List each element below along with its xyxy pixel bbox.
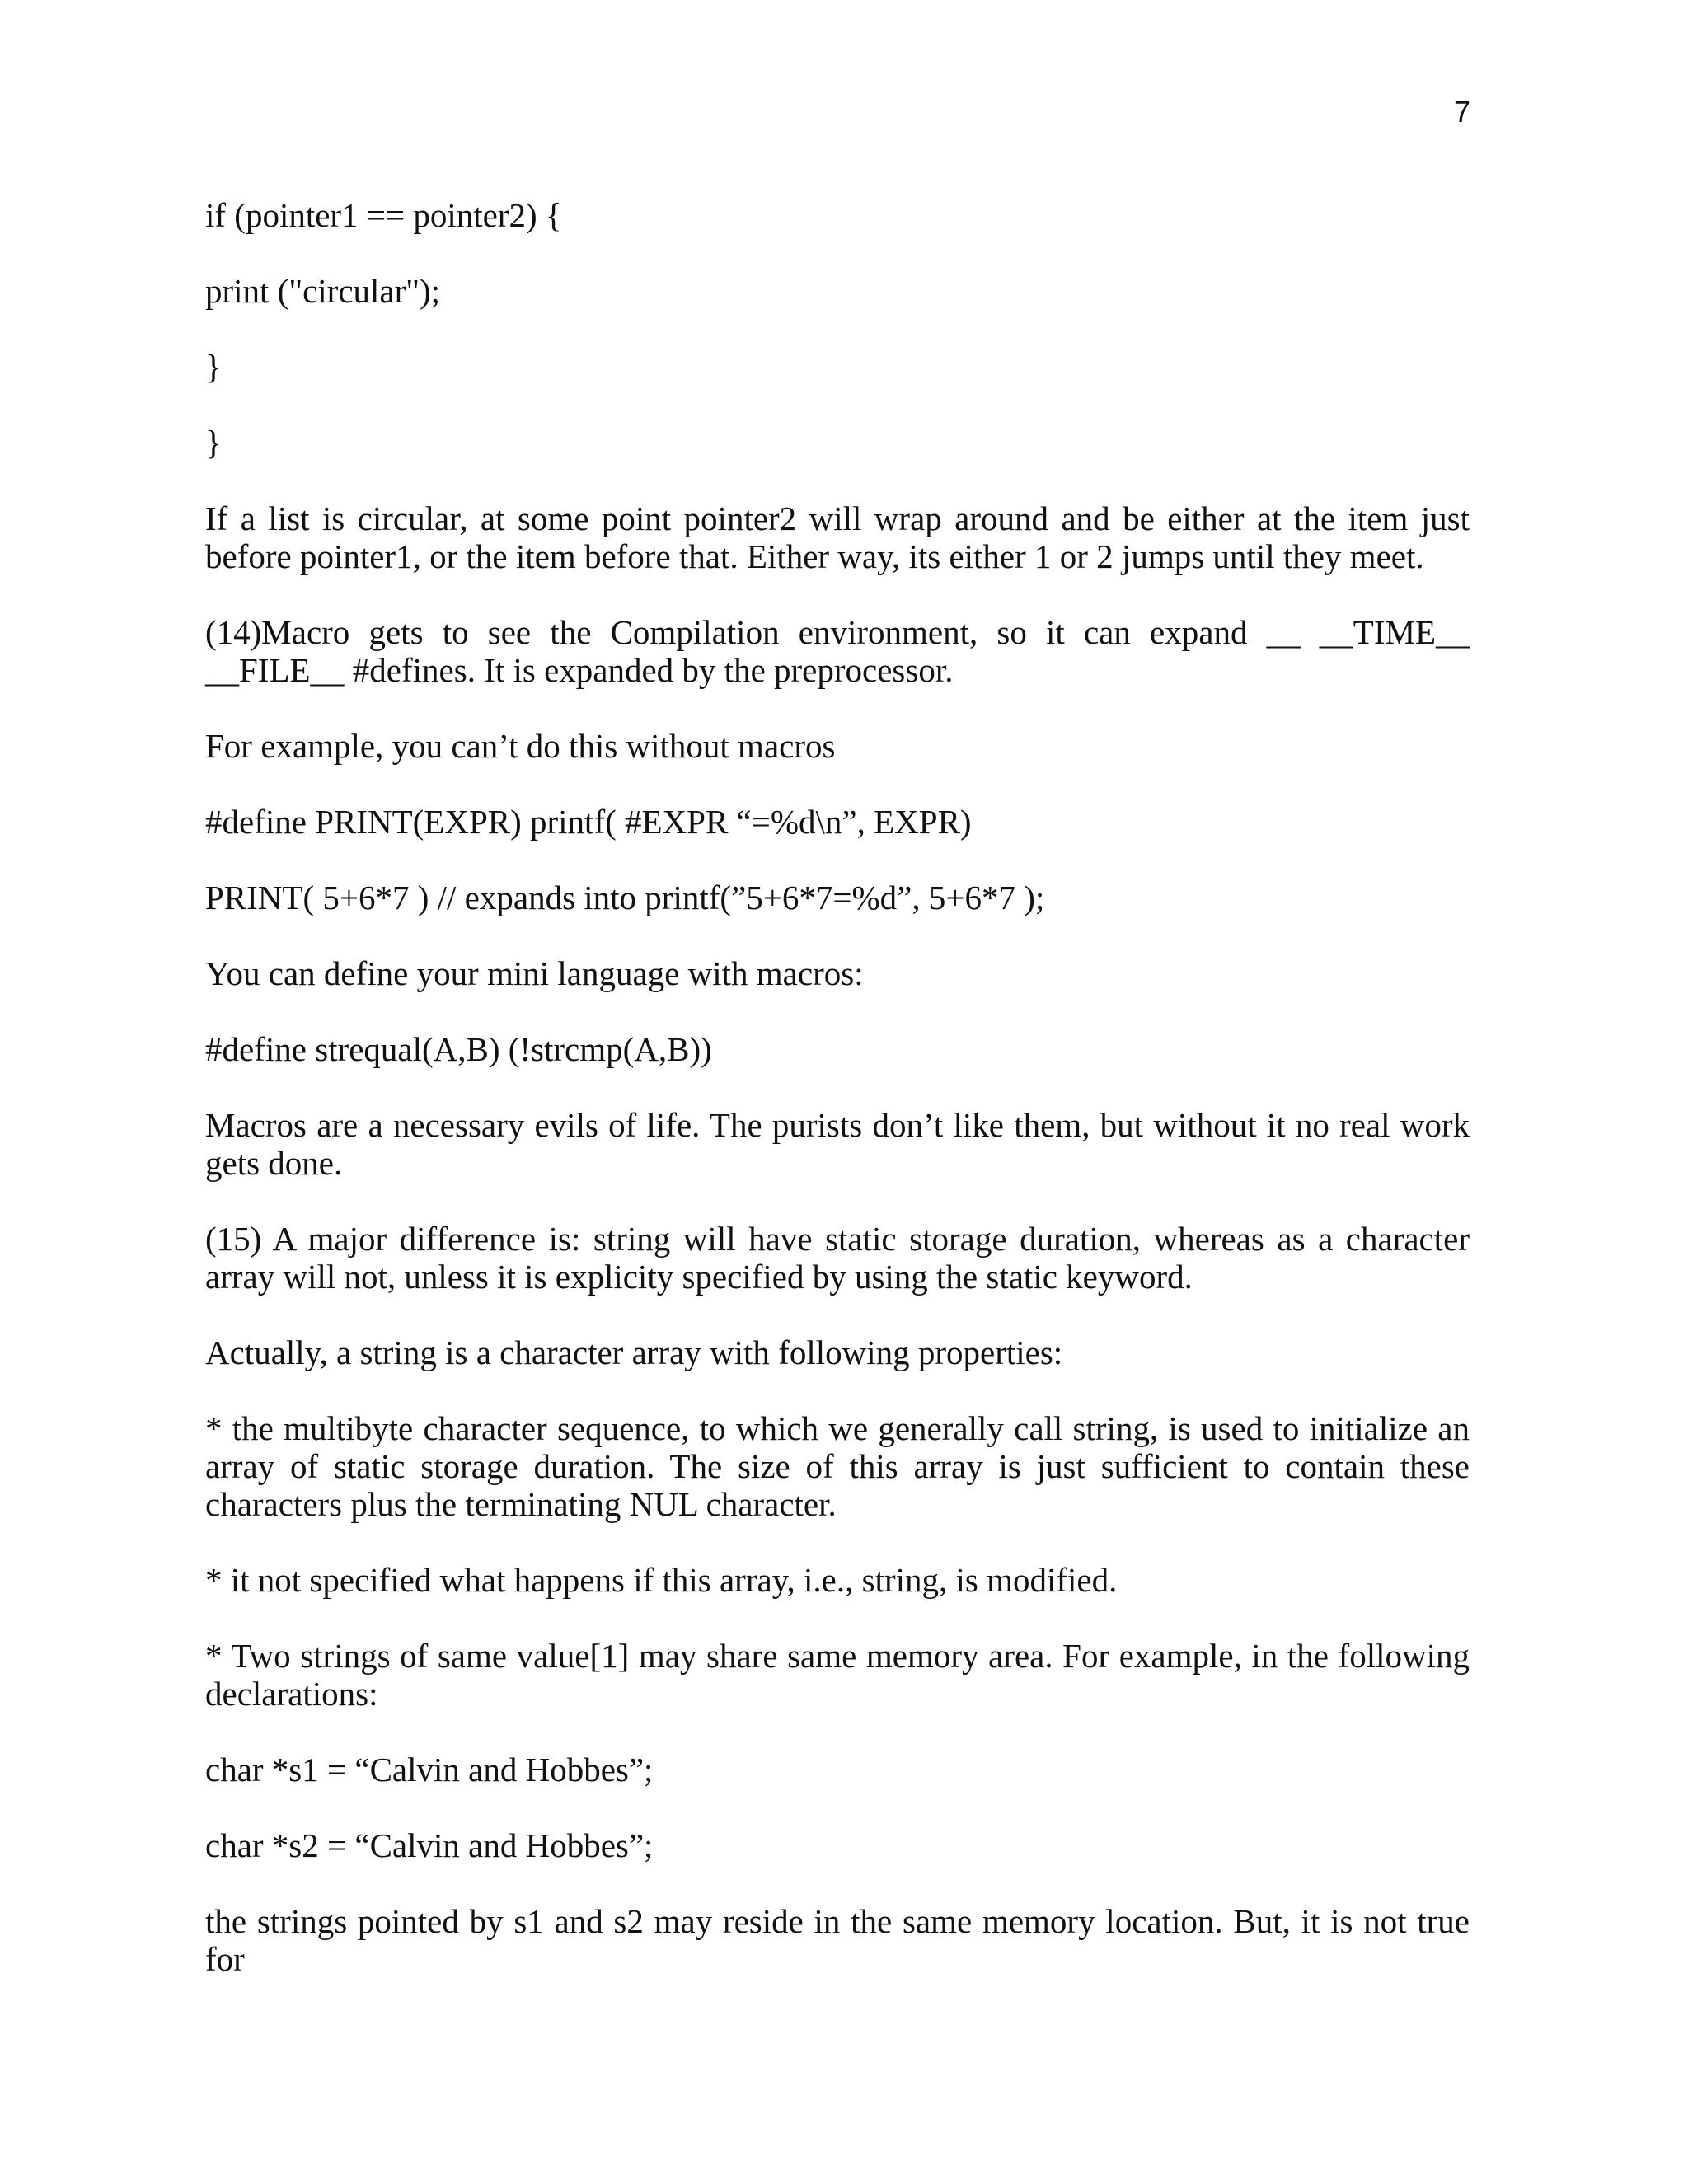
- paragraph-string-properties: Actually, a string is a character array with following properties:: [205, 1333, 1063, 1371]
- code-line: print ("circular");: [205, 272, 441, 310]
- code-s1: char *s1 = “Calvin and Hobbes”;: [205, 1750, 654, 1788]
- code-line: }: [205, 348, 222, 386]
- document-body: [205, 196, 1470, 1978]
- page-number: 7: [1454, 95, 1471, 129]
- paragraph-example-intro: For example, you can’t do this without macros: [205, 727, 836, 765]
- bullet-shared-memory: * Two strings of same value[1] may share same memory area. For example, in the following declarations:: [205, 1637, 1470, 1713]
- code-define-print: #define PRINT(EXPR) printf( #EXPR “=%d\n”, EXPR): [205, 803, 972, 841]
- paragraph-memory-location: the strings pointed by s1 and s2 may reside in the same memory location. But, it is not true for: [205, 1902, 1470, 1978]
- code-define-strequal: #define strequal(A,B) (!strcmp(A,B)): [205, 1030, 712, 1068]
- paragraph-difference-15: (15) A major difference is: string will have static storage duration, whereas as a character array will not, unless it is explicity specified by using the static keyword.: [205, 1220, 1470, 1296]
- bullet-modified: * it not specified what happens if this array, i.e., string, is modified.: [205, 1561, 1118, 1599]
- paragraph-circular-list: If a list is circular, at some point pointer2 will wrap around and be either at the item just before pointer1, or the item before that. Either way, its either 1 or 2 jumps until they meet.: [205, 499, 1470, 575]
- paragraph-macro-14: (14)Macro gets to see the Compilation environment, so it can expand __ __TIME__ __FILE__ #defines. It is expanded by the preprocessor.: [205, 613, 1470, 689]
- bullet-multibyte: * the multibyte character sequence, to which we generally call string, is used to initialize an array of static storage duration. The size of this array is just sufficient to contain these characters plus the terminating NUL character.: [205, 1409, 1470, 1523]
- paragraph-mini-language: You can define your mini language with macros:: [205, 954, 864, 992]
- code-line: }: [205, 424, 222, 462]
- code-s2: char *s2 = “Calvin and Hobbes”;: [205, 1826, 654, 1864]
- paragraph-necessary-evils: Macros are a necessary evils of life. The purists don’t like them, but without it no real work gets done.: [205, 1106, 1470, 1182]
- code-print-call: PRINT( 5+6*7 ) // expands into printf(”5+6*7=%d”, 5+6*7 );: [205, 879, 1045, 916]
- code-line: if (pointer1 == pointer2) {: [205, 196, 562, 234]
